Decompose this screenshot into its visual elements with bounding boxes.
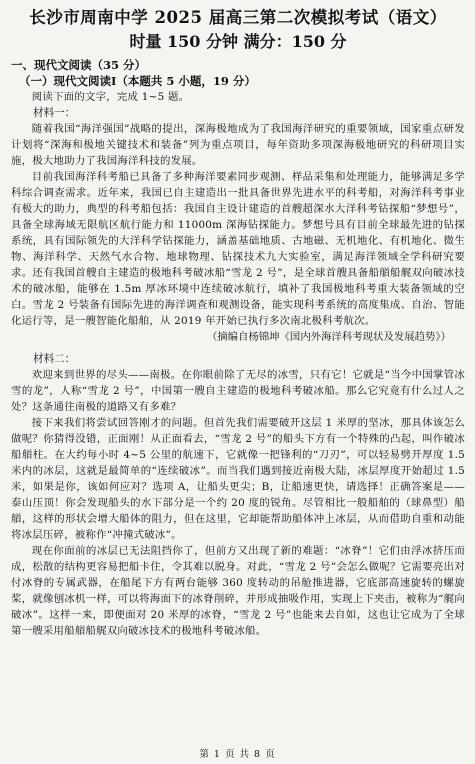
sub-section-heading: （一）现代文阅读Ⅰ（本题共 5 小题，19 分） (19, 74, 256, 88)
material-two-paragraph: 现在你面前的冰层已无法阻挡你了，但前方又出现了新的难题：“冰脊”！它们由浮冰挤压而成，松散的结构更容易把船卡住，令其难以脱身。对此，“雪龙 2 号”会怎么做呢？它需要亮出对付冰脊的专属武器，在船尾下方有两台能够 360 度转动的吊舱推进器，它底部高速旋转的螺旋桨，就像刨冰机一样，可以将海面下的冰脊削碎，并形成抽吸作用，实现上下夹击，被称为“艉向破冰”。这样一来，即便面对 20 米厚的冰脊，“雪龙 2 号”也能来去自如，这也让它成为了全球第一艘采用船艏船艉双向破冰技术的极地科考破冰船。 (11, 545, 465, 637)
exam-title: 长沙市周南中学 2025 届高三第二次模拟考试（语文） (29, 8, 447, 27)
material-one-paragraph: 随着我国“海洋强国”战略的提出，深海极地成为了我国海洋研究的重要领域，国家重点研发计划将“深海和极地关键技术和装备”列为重点项目，每年资助多项深海极地研究的科研项目实施，极大地助力了我国海洋科技的发展。 (11, 123, 465, 167)
material-one-source: （摘编自杨锦坤《国内外海洋科考现状及发展趋势》） (206, 331, 451, 343)
material-one-paragraph: 目前我国海洋科考船已具备了多种海洋要素同步观测、样品采集和处理能力，能够满足多学科综合调查需求。近年来，我国已自主建造出一批具备世界先进水平的科考船，对海洋科考事业有极大的助力，典型的科考船包括：我国自主设计建造的首艘超深水大洋科考钻探船“梦想号”，具备全球海域无限航区航行能力和 11000m 深海钻探能力。梦想号具有目前全球最先进的钻探系统，具有国际领先的大洋科学钻探能力，涵盖基础地质、古地磁、无机地化、有机地化、微生物、海洋科学、天然气水合物、地球物理、钻探技术九大实验室，满足海洋领域全学科研究要求。还有我国首艘自主建造的极地科考破冰船“雪龙 2 号”，是全球首艘具备船艏船艉双向破冰技术的破冰船，能够在 1.5m 厚冰环境中连续破冰航行，填补了我国极地科考重大装备领域的空白。雪龙 2 号装备有国际先进的海洋调查和观测设备，能实现科考系统的高度集成、自治、智能化运行等，是一艘智能化船舶，从 2019 年开始已执行多次南北极科考航次。 (11, 171, 465, 327)
exam-subtitle: 时量 150 分钟 满分：150 分 (129, 32, 347, 51)
reading-instruction: 阅读下面的文字，完成 1~5 题。 (31, 91, 190, 103)
material-two-paragraph: 欢迎来到世界的尽头——南极。在你眼前除了无尽的冰雪，只有它！它就是“当今中国掌管冰雪的龙”，人称“雪龙 2 号”，中国第一艘自主建造的极地科考破冰船。那么它究竟有什么过人之处？这条通往南极的道路又有多难？ (11, 369, 465, 413)
page-number: 第 1 页 共 8 页 (199, 749, 276, 760)
material-two-label: 材料二： (33, 353, 76, 365)
section-heading: 一、现代文阅读（35 分） (11, 58, 147, 72)
material-one-label: 材料一： (33, 107, 76, 119)
material-two-paragraph: 接下来我们将尝试回答刚才的问题。但首先我们需要破开这层 1 米厚的坚冰，那具体该怎么做呢？你猜得没错，正面刚！从正面看去，“雪龙 2 号”的船头下方有一个特殊的凸起，叫作破冰船艏柱。在大约每小时 4~5 公里的航速下，它就像一把锋利的“刀刃”，可以轻易劈开厚度 1.5 米内的冰层，这就是最简单的“连续破冰”。而当我们遇到接近南极大陆，冰层厚度开始超过 1.5 米，如果是你，该如何应对？选项 A，让船头更尖；B，让船速更快，请选择！正确答案是——泰山压顶！你会发现船头的水下部分是一个约 20 度的锐角。尽管相比一般船舶的（球鼻型）船艏，这样的形状会增大船体的阻力，但在这里，它却能帮助船体冲上冰层，从而借助自重和动能将冰层压碎，被称作“冲撞式破冰”。 (11, 417, 465, 541)
